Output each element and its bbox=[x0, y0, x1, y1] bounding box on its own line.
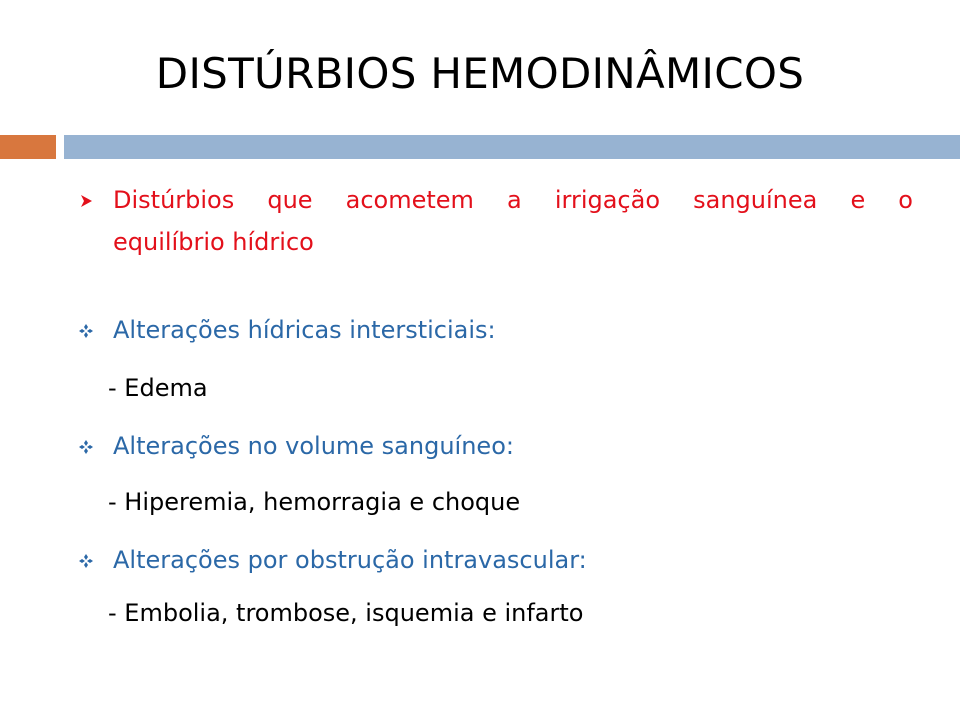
section-heading: Alterações no volume sanguíneo: bbox=[113, 432, 514, 460]
section-detail: - Edema bbox=[108, 374, 208, 402]
intro-word: que bbox=[267, 186, 313, 214]
diamond-bullet-icon bbox=[79, 324, 93, 338]
intro-line-2: equilíbrio hídrico bbox=[113, 228, 314, 256]
section-heading: Alterações hídricas intersticiais: bbox=[113, 316, 496, 344]
intro-word: sanguínea bbox=[693, 186, 818, 214]
intro-word: Distúrbios bbox=[113, 186, 235, 214]
diamond-bullet-icon bbox=[79, 554, 93, 568]
section-detail: - Hiperemia, hemorragia e choque bbox=[108, 488, 521, 516]
intro-word: irrigação bbox=[554, 186, 661, 214]
intro-paragraph bbox=[113, 185, 913, 257]
section-detail: - Embolia, trombose, isquemia e infarto bbox=[108, 599, 584, 627]
section-heading: Alterações por obstrução intravascular: bbox=[113, 546, 587, 574]
arrowhead-bullet-icon bbox=[79, 194, 93, 208]
intro-word: a bbox=[507, 186, 522, 214]
intro-line-1 bbox=[113, 185, 913, 215]
intro-word: o bbox=[898, 186, 913, 214]
diamond-bullet-icon bbox=[79, 440, 93, 454]
intro-word: e bbox=[850, 186, 866, 214]
intro-word: acometem bbox=[345, 186, 474, 214]
slide-title: DISTÚRBIOS HEMODINÂMICOS bbox=[155, 49, 805, 98]
